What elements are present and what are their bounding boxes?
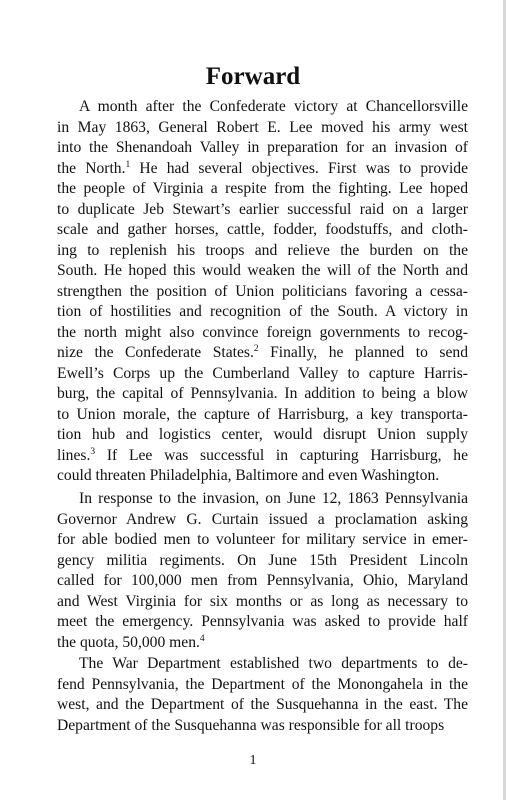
footnote-marker: 3 [90, 446, 96, 457]
text-line [57, 220, 468, 241]
text-line [57, 425, 468, 446]
text-run: the quota, 50,000 men. [57, 633, 200, 651]
text-run: into the Shenandoah Valley in preparation for an invasion of [57, 139, 468, 156]
text-line [57, 551, 468, 572]
text-line [57, 633, 468, 654]
text-run: He had several objectives. First was to provide [130, 159, 468, 177]
footnote-marker: 2 [253, 344, 259, 354]
text-line [57, 716, 468, 737]
text-line [57, 654, 468, 675]
text-line [57, 446, 468, 467]
text-line [57, 571, 468, 592]
text-run: burg, the capital of Pennsylvania. In addition to being a blow [57, 385, 468, 402]
text-run: The War Department established two departments to de- [79, 655, 468, 672]
text-run: lines. [57, 446, 91, 464]
footnote-marker: 4 [199, 633, 205, 644]
text-run: Department of the Susquehanna was responsible for all troops [57, 716, 445, 734]
text-line [57, 405, 468, 426]
text-line [57, 364, 468, 385]
text-line [57, 695, 468, 716]
text-line [57, 510, 468, 531]
text-run: west, and the Department of the Susquehanna in the east. The [57, 696, 468, 713]
text-run: Ewell’s Corps up the Cumberland Valley to capture Harris- [57, 364, 468, 382]
text-line [57, 343, 468, 364]
text-run: the North. [57, 159, 126, 177]
text-run: called for 100,000 men from Pennsylvania, Ohio, Maryland [57, 572, 468, 589]
text-run: in May 1863, General Robert E. Lee moved his army west [57, 118, 468, 136]
text-line [57, 384, 468, 405]
text-run: to duplicate Jeb Stewart’s earlier successful raid on a larger [57, 200, 468, 218]
text-run: tion hub and logistics center, would disrupt Union supply [57, 426, 468, 443]
text-line [57, 200, 468, 221]
text-run: for able bodied men to volunteer for military service in emer- [57, 531, 468, 548]
text-line [57, 466, 468, 487]
text-run: the north might also convince foreign governments to recog- [57, 323, 468, 341]
text-line [57, 530, 468, 551]
text-run: If Lee was successful in capturing Harrisburg, he [95, 446, 468, 464]
paragraph-3 [57, 654, 468, 736]
text-line [57, 261, 468, 282]
page-number: 1 [249, 753, 257, 768]
text-line [57, 282, 468, 303]
text-line [57, 159, 468, 180]
text-line [57, 612, 468, 633]
text-run: tion of hostilities and recognition of the South. A victory in [57, 303, 468, 320]
footnote-marker: 1 [125, 159, 131, 170]
text-line [57, 302, 468, 323]
text-run: the people of Virginia a respite from the fighting. Lee hoped [57, 180, 468, 197]
text-run: meet the emergency. Pennsylvania was asked to provide half [57, 613, 468, 630]
paragraph-1 [57, 97, 468, 487]
text-line [57, 179, 468, 200]
text-line [57, 241, 468, 262]
text-line [57, 323, 468, 344]
text-line [57, 97, 468, 118]
text-run: gency militia regiments. On June 15th President Lincoln [57, 551, 468, 569]
text-run: ing to replenish his troops and relieve the burden on the [57, 241, 468, 259]
text-run: fend Pennsylvania, the Department of the Monongahela in the [57, 675, 468, 693]
text-line [57, 489, 468, 510]
text-run: and West Virginia for six months or as long as necessary to [57, 592, 468, 610]
text-run: strengthen the position of Union politicians favoring a cessa- [57, 282, 468, 300]
text-run: scale and gather horses, cattle, fodder, foodstuffs, and cloth- [57, 221, 468, 238]
text-run: In response to the invasion, on June 12, 1863 Pennsylvania [79, 490, 468, 507]
text-run: could threaten Philadelphia, Baltimore and even Washington. [57, 467, 440, 484]
text-run: Governor Andrew G. Curtain issued a proclamation asking [57, 510, 468, 528]
text-run: A month after the Confederate victory at Chancellorsville [79, 98, 468, 115]
text-run: Finally, he planned to send [258, 344, 468, 361]
text-run: South. He hoped this would weaken the will of the North and [57, 262, 468, 279]
text-line [57, 138, 468, 159]
paragraph-2 [57, 489, 468, 653]
text-line [57, 675, 468, 696]
text-run: to Union morale, the capture of Harrisburg, a key transporta- [57, 405, 468, 423]
page-title: Forward [205, 63, 301, 90]
text-line [57, 592, 468, 613]
text-run: nize the Confederate States. [57, 344, 254, 361]
text-line [57, 118, 468, 139]
